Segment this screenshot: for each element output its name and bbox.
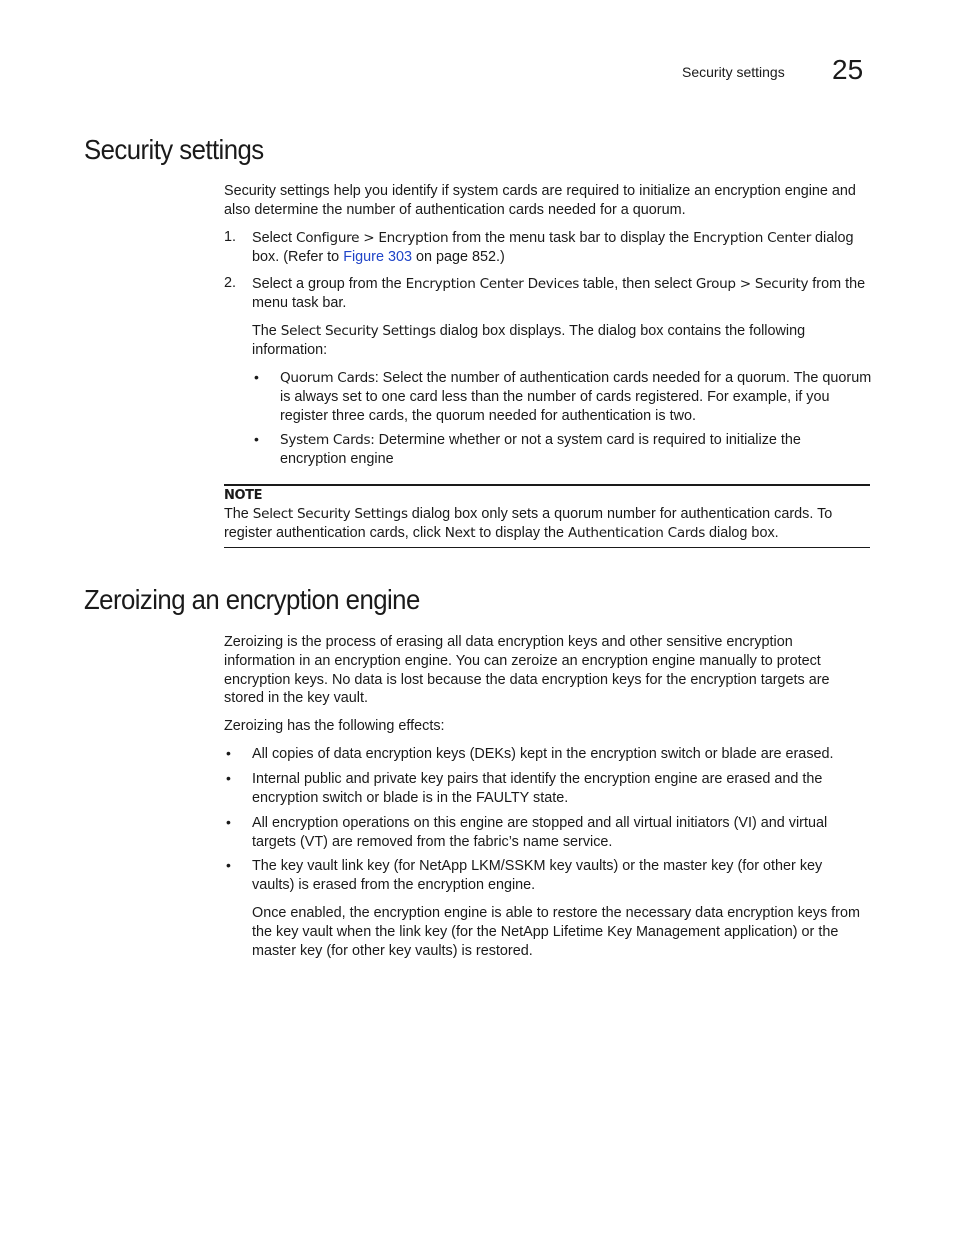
dialog-name-select-security-settings: Select Security Settings (252, 506, 408, 522)
note-bottom-rule (224, 547, 870, 548)
menu-path-group-security: Group > Security (695, 276, 809, 292)
zeroize-effects-lead: Zeroizing has the following effects: (224, 718, 445, 734)
dialog-description: The Select Security Settings dialog box displays. The dialog box contains the following information: (252, 323, 806, 358)
bullet-quorum-cards: Quorum Cards: Select the number of authentication cards needed for a quorum. The quorum is always set to one card less than the number of cards registered. For example, if you register three cards, the quorum needed for authentication is two. (280, 370, 872, 424)
figure-link[interactable]: Figure 303 (343, 248, 412, 265)
zeroize-closing: Once enabled, the encryption engine is able to restore the necessary data encryption keys from the key vault when the link key (for the NetApp Lifetime Key Management application) or the master key (for other key vaults) is restored. (252, 905, 860, 959)
term-system-cards: System Cards: (280, 432, 375, 448)
menu-path-configure-encryption: Configure > Encryption (296, 230, 449, 246)
note-top-rule (224, 484, 870, 486)
bullet-glyph: • (254, 431, 259, 447)
running-header-section: Security settings (682, 64, 785, 80)
bullet-system-cards: System Cards: Determine whether or not a system card is required to initialize the encryption engine (280, 432, 801, 467)
effect-item: Internal public and private key pairs that identify the encryption engine are erased and the encryption switch or blade is in the FAULTY state. (252, 771, 823, 806)
bullet-glyph: • (226, 857, 231, 873)
dialog-name-select-security-settings: Select Security Settings (280, 323, 436, 339)
effect-item: The key vault link key (for NetApp LKM/SSKM key vaults) or the master key (for other key vaults) is erased from the encryption engine. (252, 858, 823, 893)
step-number-2: 2. (224, 275, 237, 291)
zeroize-intro: Zeroizing is the process of erasing all data encryption keys and other sensitive encryption information in an encryption engine. You can zeroize an encryption engine manually to protect encryption keys. No data is lost because the data encryption keys for the encryption targets are stored in the key vault. (224, 634, 830, 707)
bullet-glyph: • (226, 814, 231, 830)
dialog-name-encryption-center: Encryption Center (693, 230, 812, 246)
step-1: Select Configure > Encryption from the menu task bar to display the Encryption Center dialog box. (Refer to Figure 303 on page 852.) (252, 230, 854, 265)
section-title-security-settings: Security settings (84, 134, 264, 165)
chapter-number: 25 (832, 54, 864, 85)
note-text: The Select Security Settings dialog box only sets a quorum number for authentication cards. To register authentication cards, click Next to display the Authentication Cards dialog box. (224, 506, 833, 541)
step-number-1: 1. (224, 229, 237, 245)
button-name-next: Next (444, 524, 476, 541)
step-2: Select a group from the Encryption Center Devices table, then select Group > Security from the menu task bar. (252, 276, 866, 311)
bullet-glyph: • (254, 369, 259, 385)
bullet-glyph: • (226, 745, 231, 761)
table-name-encryption-center-devices: Encryption Center Devices (405, 276, 580, 292)
effect-item: All copies of data encryption keys (DEKs) kept in the encryption switch or blade are erased. (252, 746, 834, 762)
bullet-glyph: • (226, 770, 231, 786)
term-quorum-cards: Quorum Cards (280, 370, 375, 386)
note-label: NOTE (224, 488, 263, 503)
dialog-name-authentication-cards: Authentication Cards (568, 524, 706, 541)
effect-item: All encryption operations on this engine are stopped and all virtual initiators (VI) and virtual targets (VT) are removed from the fabric’s name service. (252, 815, 828, 850)
security-intro: Security settings help you identify if system cards are required to initialize an encryption engine and also determine the number of authentication cards needed for a quorum. (224, 183, 856, 218)
section-title-zeroizing: Zeroizing an encryption engine (84, 584, 420, 615)
